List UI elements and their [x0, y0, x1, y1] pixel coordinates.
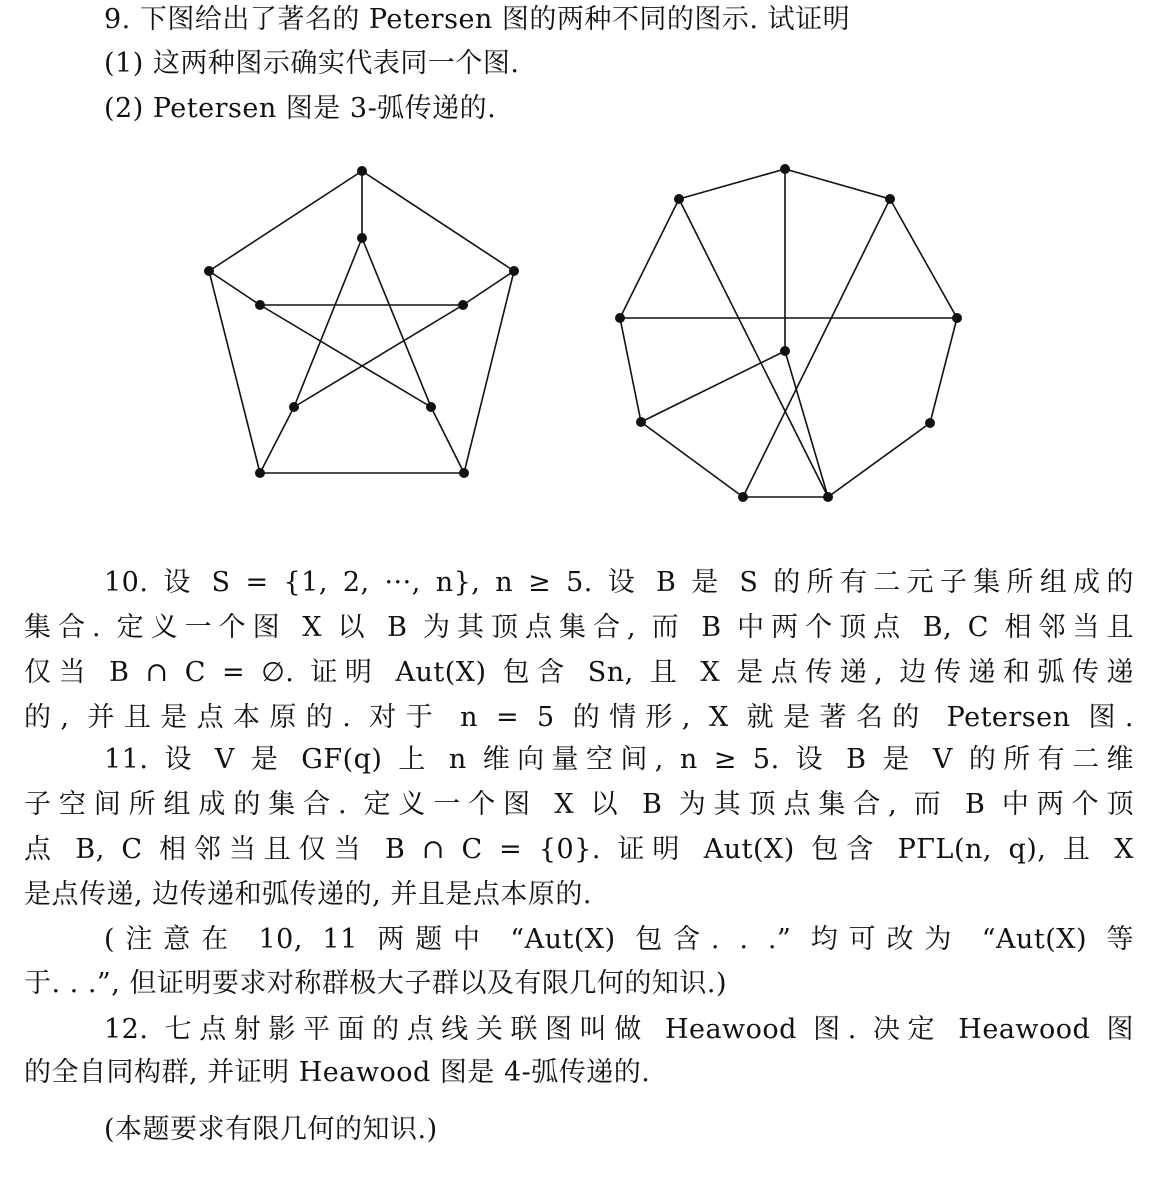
graph-vertex-o4 [204, 266, 214, 276]
graph-vertex-i3 [289, 402, 299, 412]
graph-vertex-i1 [458, 300, 468, 310]
problem-10-line-3: 仅当 B ∩ C = ∅. 证明 Aut(X) 包含 Sn, 且 X 是点传递, 边传递和弧传递 [24, 657, 1134, 688]
note-line-1: (注意在 10, 11 两题中 “Aut(X) 包含. . .” 均可改为 “Aut(X) 等 [104, 924, 1134, 955]
graph-edge-o2-i2 [431, 407, 464, 473]
graph-vertex-t [780, 164, 790, 174]
petersen-figures [0, 0, 1154, 560]
graph-edge-r-lr [930, 318, 957, 423]
graph-vertex-i2 [426, 402, 436, 412]
graph-vertex-o0 [357, 166, 367, 176]
graph-edge-ul-t [679, 169, 785, 199]
graph-vertex-ll [636, 417, 646, 427]
graph-edge-ur-r [890, 199, 957, 318]
graph-edge-bl-ll [641, 422, 743, 497]
graph-vertex-o3 [255, 468, 265, 478]
problem-10-line-4: 的, 并且是点本原的. 对于 n = 5 的情形, X 就是著名的 Petersen 图. [24, 702, 1134, 733]
problem-9-line-2: (1) 这两种图示确实代表同一个图. [104, 48, 520, 79]
graph-edge-i2-i4 [260, 305, 431, 407]
problem-9-line-3: (2) Petersen 图是 3-弧传递的. [104, 93, 497, 124]
problem-11-line-4: 是点传递, 边传递和弧传递的, 并且是点本原的. [24, 879, 592, 910]
problem-11-line-1: 11. 设 V 是 GF(q) 上 n 维向量空间, n ≥ 5. 设 B 是 V 的所有二维 [104, 744, 1134, 775]
graph-vertex-ur [885, 194, 895, 204]
problem-9-line-1: 9. 下图给出了著名的 Petersen 图的两种不同的图示. 试证明 [104, 4, 851, 35]
graph-vertex-i4 [255, 300, 265, 310]
graph-vertex-ul [674, 194, 684, 204]
problem-12-line-1: 12. 七点射影平面的点线关联图叫做 Heawood 图. 决定 Heawood 图 [104, 1014, 1134, 1045]
graph-vertex-lr [925, 418, 935, 428]
problem-12-note: (本题要求有限几何的知识.) [104, 1114, 438, 1145]
graph-edge-o4-o0 [209, 171, 362, 271]
graph-edge-o3-i3 [260, 407, 294, 473]
graph-vertex-bl [738, 492, 748, 502]
graph-vertex-o1 [509, 266, 519, 276]
graph-vertex-o2 [459, 468, 469, 478]
problem-10-line-1: 10. 设 S = {1, 2, ···, n}, n ≥ 5. 设 B 是 S 的所有二元子集所组成的 [104, 567, 1134, 598]
problem-10-line-2: 集合. 定义一个图 X 以 B 为其顶点集合, 而 B 中两个顶点 B, C 相邻当且 [24, 612, 1134, 643]
graph-edge-i3-i0 [294, 238, 362, 407]
graph-edge-o0-o1 [362, 171, 514, 271]
graph-edge-ur-bl [743, 199, 890, 497]
graph-edge-o1-o2 [464, 271, 514, 473]
graph-vertex-l [615, 313, 625, 323]
graph-edge-i0-i2 [362, 238, 431, 407]
graph-edge-t-ur [785, 169, 890, 199]
graph-vertex-c [780, 346, 790, 356]
graph-edge-l-ul [620, 199, 679, 318]
petersen-nonagon-drawing [615, 164, 962, 502]
graph-edge-c-ll [641, 351, 785, 422]
petersen-standard-drawing [204, 166, 519, 478]
graph-vertex-i0 [357, 233, 367, 243]
graph-vertex-br [823, 492, 833, 502]
problem-11-line-2: 子空间所组成的集合. 定义一个图 X 以 B 为其顶点集合, 而 B 中两个顶 [24, 789, 1134, 820]
graph-edge-o3-o4 [209, 271, 260, 473]
problem-12-line-2: 的全自同构群, 并证明 Heawood 图是 4-弧传递的. [24, 1057, 651, 1088]
graph-edge-i1-i3 [294, 305, 463, 407]
graph-vertex-r [952, 313, 962, 323]
graph-edge-lr-br [828, 423, 930, 497]
problem-11-line-3: 点 B, C 相邻当且仅当 B ∩ C = {0}. 证明 Aut(X) 包含 PΓL(n, q), 且 X [24, 834, 1134, 865]
graph-edge-ll-l [620, 318, 641, 422]
graph-edge-ul-br [679, 199, 828, 497]
note-line-2: 于. . .”, 但证明要求对称群极大子群以及有限几何的知识.) [24, 968, 727, 999]
